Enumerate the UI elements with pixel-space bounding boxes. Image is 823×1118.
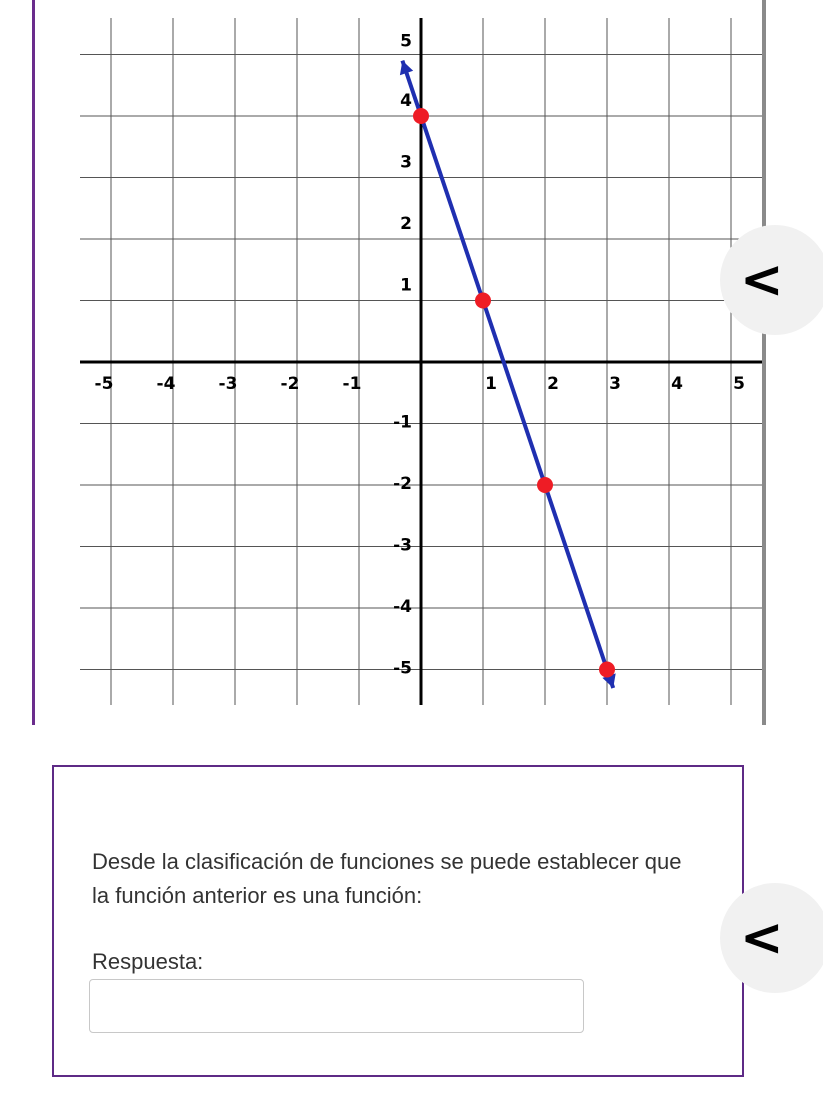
- y-tick-label: 1: [400, 275, 412, 296]
- x-tick-label: -2: [280, 374, 300, 394]
- answer-label: Respuesta:: [92, 949, 204, 974]
- x-tick-label: -3: [218, 374, 238, 394]
- answer-input[interactable]: [89, 979, 584, 1033]
- line-series: [402, 61, 613, 688]
- x-tick-label: -4: [156, 374, 176, 394]
- y-tick-label: -5: [393, 658, 412, 679]
- question-card: [52, 765, 744, 1077]
- y-tick-label: 3: [400, 152, 412, 173]
- data-point: [475, 293, 491, 309]
- x-tick-label: 1: [485, 374, 497, 394]
- chevron-left-icon: <: [740, 908, 784, 968]
- x-tick-label: 3: [609, 374, 621, 394]
- y-tick-label: -1: [393, 412, 412, 433]
- y-tick-label: 5: [400, 31, 412, 52]
- x-tick-label: -1: [342, 374, 362, 394]
- data-point: [599, 662, 615, 678]
- y-tick-label: -2: [393, 474, 412, 494]
- previous-tab-top[interactable]: [720, 225, 823, 335]
- y-tick-labels: [393, 32, 412, 679]
- y-tick-label: 4: [400, 91, 412, 111]
- x-tick-label: 4: [671, 374, 683, 394]
- y-tick-label: -4: [393, 597, 412, 617]
- previous-tab-bottom[interactable]: [720, 883, 823, 993]
- x-tick-label: -5: [94, 374, 114, 394]
- x-tick-label: 2: [547, 374, 559, 394]
- data-point: [537, 477, 553, 493]
- data-point: [413, 108, 429, 124]
- question-text: Desde la clasificación de funciones se puede establecer que la función anterior es una función:: [92, 849, 682, 908]
- x-tick-label: 5: [733, 374, 745, 394]
- chevron-left-icon: <: [740, 250, 784, 310]
- y-tick-label: 2: [400, 214, 412, 234]
- data-series: [400, 61, 616, 688]
- y-tick-label: -3: [393, 535, 412, 556]
